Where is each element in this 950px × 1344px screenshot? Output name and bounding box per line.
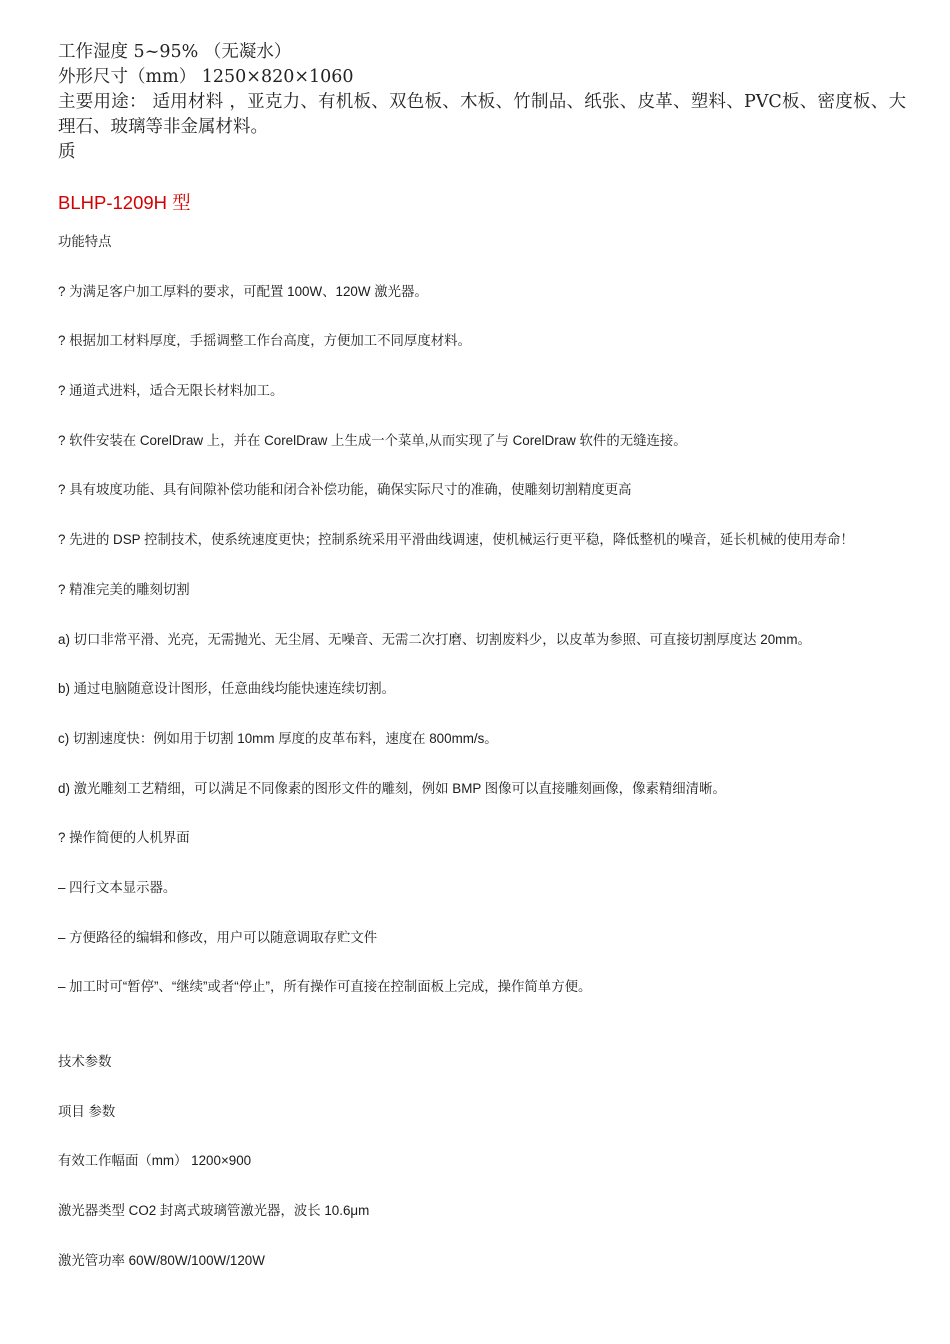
feature-item: ? 精准完美的雕刻切割 — [58, 581, 190, 597]
feature-item: – 加工时可“暂停”、“继续”或者“停止”，所有操作可直接在控制面板上完成，操作简单方便。 — [58, 979, 592, 995]
spec-row: 激光器类型 CO2 封离式玻璃管激光器，波长 10.6μm — [58, 1203, 370, 1219]
humidity-line: 工作湿度 5~95% （无凝水） — [58, 42, 292, 62]
usage-paragraph: 主要用途： 适用材料 ，亚克力、有机板、双色板、木板、竹制品、纸张、皮革、塑料、PVC板、密度板、大理石、玻璃等非金属材料。 — [58, 92, 906, 137]
feature-item: – 方便路径的编辑和修改，用户可以随意调取存贮文件 — [58, 929, 378, 945]
feature-item: c) 切割速度快：例如用于切割 10mm 厚度的皮革布料，速度在 800mm/s。 — [58, 730, 498, 746]
feature-item: – 四行文本显示器。 — [58, 879, 177, 895]
feature-item: ? 根据加工材料厚度，手摇调整工作台高度，方便加工不同厚度材料。 — [58, 333, 471, 349]
text-fragment: 质 — [58, 142, 76, 162]
model-title: BLHP-1209H 型 — [58, 192, 191, 213]
features-section — [58, 233, 906, 1301]
feature-item: a) 切口非常平滑、光亮，无需抛光、无尘屑、无噪音、无需二次打磨、切割废料少，以皮革为参照、可直接切割厚度达 20mm。 — [58, 631, 811, 647]
spec-continuation — [58, 40, 906, 165]
spec-row: 有效工作幅面（mm） 1200×900 — [58, 1153, 252, 1169]
feature-item: ? 为满足客户加工厚料的要求，可配置 100W、120W 激光器。 — [58, 283, 428, 299]
feature-item: ? 操作简便的人机界面 — [58, 830, 190, 846]
feature-item: ? 软件安装在 CorelDraw 上，并在 CorelDraw 上生成一个菜单,从而实现了与 CorelDraw 软件的无缝连接。 — [58, 432, 687, 448]
feature-item: ? 具有坡度功能、具有间隙补偿功能和闭合补偿功能，确保实际尺寸的准确，使雕刻切割精度更高 — [58, 482, 632, 498]
features-heading: 功能特点 — [58, 234, 112, 249]
dimensions-line: 外形尺寸（mm） 1250×820×1060 — [58, 67, 354, 87]
specs-table-header: 项目 参数 — [58, 1103, 116, 1119]
spec-row: 激光管功率 60W/80W/100W/120W — [58, 1252, 265, 1268]
document-page — [58, 40, 906, 1301]
feature-item: ? 通道式进料，适合无限长材料加工。 — [58, 383, 284, 399]
feature-item: d) 激光雕刻工艺精细，可以满足不同像素的图形文件的雕刻，例如 BMP 图像可以直接雕刻画像，像素精细清晰。 — [58, 780, 726, 796]
feature-item: b) 通过电脑随意设计图形，任意曲线均能快速连续切割。 — [58, 681, 395, 697]
specs-heading: 技术参数 — [58, 1054, 112, 1069]
feature-item: ? 先进的 DSP 控制技术，使系统速度更快；控制系统采用平滑曲线调速，使机械运行更平稳，降低整机的噪音，延长机械的使用寿命！ — [58, 532, 854, 548]
